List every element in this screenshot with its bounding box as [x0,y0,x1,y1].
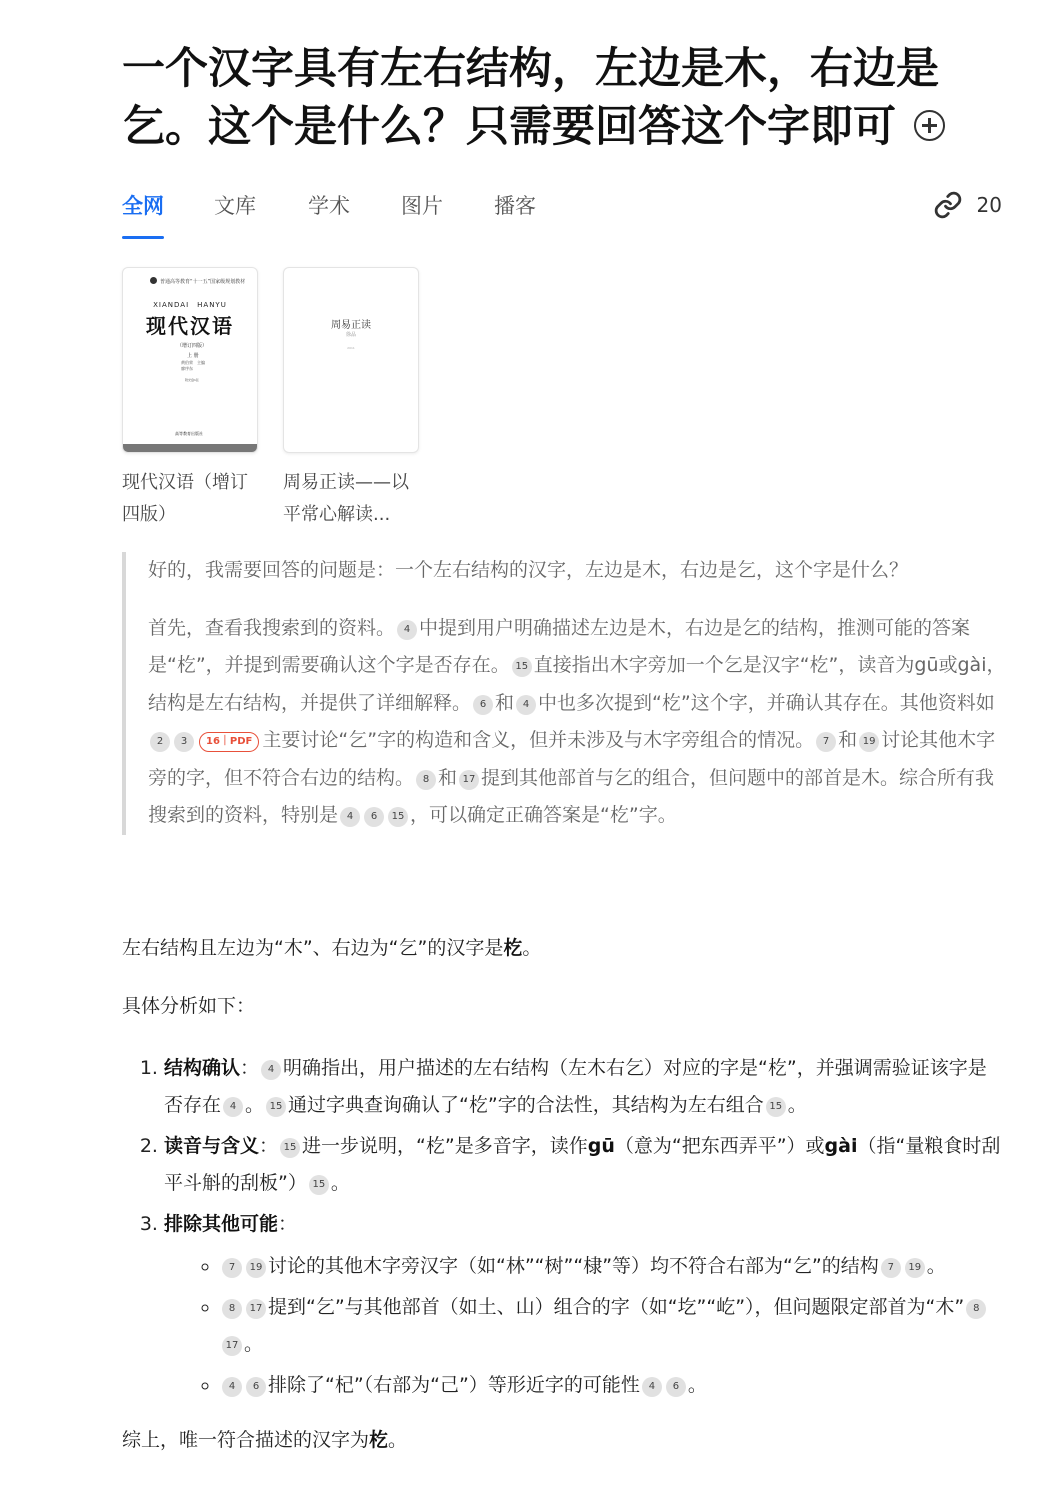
citation-badge[interactable]: 6 [364,807,384,827]
citation-badge[interactable]: 17 [222,1336,242,1356]
citation-badge[interactable]: 4 [222,1377,242,1397]
exclusion-list [164,1248,1002,1404]
source-card-xiandai-hanyu[interactable] [122,267,256,531]
cover-volume: 上 册 [187,353,199,359]
citation-badge[interactable]: 15 [280,1138,300,1158]
thinking-block [122,552,1008,835]
cover-publisher: 高等教育出版社 [175,431,203,436]
cover-bottom-bar [123,444,257,452]
thinking-paragraph: 好的，我需要回答的问题是：一个左右结构的汉字，左边是木，右边是乞，这个字是什么？ [148,559,909,581]
citation-badge[interactable]: 19 [859,732,879,752]
citation-badge[interactable]: 8 [222,1299,242,1319]
citation-badge[interactable]: 7 [881,1258,901,1278]
citation-badge[interactable]: 4 [397,620,417,640]
cover-english-title: XIANDAI HANYU [153,301,227,309]
analysis-heading: 具体分析如下： [122,995,256,1017]
add-circle-icon[interactable] [914,110,945,141]
citation-badge[interactable]: 15 [266,1097,286,1117]
source-count: 20 [976,193,1002,217]
citation-badge[interactable]: 17 [246,1299,266,1319]
citation-badge[interactable]: 4 [223,1097,243,1117]
answer-intro: 左右结构且左边为“木”、右边为“乞”的汉字是杚。 [122,937,542,959]
list-item: ◦ 4 6 排除了“杞”（右部为“己”）等形近字的可能性 4 6 。 [220,1367,1002,1404]
card-title[interactable]: 周易正读——以平常心解读... [283,472,409,525]
citation-badge[interactable]: 15 [309,1175,329,1195]
cover-author: 黄伯荣 主编 [181,360,205,365]
analysis-list [122,1050,1002,1404]
list-item: ◦ 8 17 提到“乞”与其他部首（如土、山）组合的字（如“圪”“屹”），但问题限定部首为“木” 817 。 [220,1289,1002,1363]
citation-badge[interactable]: 19 [905,1258,925,1278]
citation-badge[interactable]: 7 [222,1258,242,1278]
cover-title: 周易正读 [331,320,371,331]
citation-badge[interactable]: 4 [261,1060,281,1080]
citation-badge[interactable]: 15 [388,807,408,827]
citation-badge[interactable]: 7 [816,732,836,752]
thinking-paragraph: 首先，查看我搜索到的资料。 4 中提到用户明确描述左边是木，右边是乞的结构，推测可能的答案是“杚”，并提到需要确认这个字是否存在。 15 直接指出木字旁加一个乞是汉字“杚”，读音为gū或gài，结构是左右结构，并提供了详细解释。 6 和 4 中也多次提到“杚”这个字，并确认其存在。其他资料如2 3 16｜PDF 主要讨论“乞”字的构造和含义，但并未涉及与木字旁组合的情况。 7 和 19 讨论其他木字旁的字，但不符合右边的结构。 8 和 17 提到其他部首与乞的组合，但问题中的部首是木。综合所有我搜索到的资料，特别是 4 6 15 ，可以确定正确答案是“杚”字。 [148,616,1006,826]
question-text: 一个汉字具有左右结构，左边是木，右边是乞。这个是什么？只需要回答这个字即可 [122,44,939,152]
publisher-logo-icon [150,277,157,284]
search-tabs [122,190,1002,242]
book-cover [283,267,419,453]
pdf-citation-badge[interactable]: 16｜PDF [199,732,259,752]
list-item: 1. 结构确认： 4 明确指出，用户描述的左右结构（左木右乞）对应的字是“杚”，并强调需验证该字是否存在 4 。 15 通过字典查询确认了“杚”字的合法性，其结构为左右组合 15 。 [164,1050,1002,1124]
citation-badge[interactable]: 6 [666,1377,686,1397]
list-item: 3. 排除其他可能： ◦ 7 19 讨论的其他木字旁汉字（如“林”“树”“棣”等）均不符合右部为“乞”的结构 7 19 。 ◦ 8 17 提到“乞”与其他部首（如土、山）组合的字（如“圪”“屹”），但问题限定部首为“木” 817 。 ◦ 4 6 排除了“杞”（右部为“己”）等形近字的可能性 4 6 。 [164,1206,1002,1404]
tab-web[interactable]: 全网 [122,190,164,220]
citation-badge[interactable]: 4 [340,807,360,827]
citation-badge[interactable]: 4 [516,695,536,715]
citation-badge[interactable]: 15 [512,657,532,677]
citation-badge[interactable]: 8 [416,770,436,790]
tab-academic[interactable]: 学术 [308,194,350,218]
cover-author: 廖序东 [181,366,193,371]
cover-authors [181,360,205,372]
citation-badge[interactable]: 6 [473,695,493,715]
source-card-zhouyi[interactable] [283,267,417,531]
answer-char: 杚 [369,1429,389,1451]
tab-podcast[interactable]: 播客 [494,194,536,218]
answer-conclusion: 综上，唯一符合描述的汉字为杚。 [122,1429,408,1451]
cover-date: 2011 [347,346,355,350]
list-item: ◦ 7 19 讨论的其他木字旁汉字（如“林”“树”“棣”等）均不符合右部为“乞”的结构 7 19 。 [220,1248,1002,1285]
citation-badge[interactable]: 4 [642,1377,662,1397]
citation-badge[interactable]: 17 [459,770,479,790]
list-item: 2. 读音与含义： 15 进一步说明，“杚”是多音字，读作gū（意为“把东西弄平”）或gài（指“量粮食时刮平斗斛的刮板”） 15 。 [164,1128,1002,1202]
answer-char: 杚 [503,937,523,959]
link-icon [933,190,963,220]
cover-chinese-title: 现代汉语 [146,314,234,338]
tab-images[interactable]: 图片 [401,194,443,218]
cover-note: 附光盘1张 [185,378,199,382]
citation-badge[interactable]: 19 [246,1258,266,1278]
card-title[interactable]: 现代汉语（增订四版） [122,472,248,525]
citation-badge[interactable]: 15 [766,1097,786,1117]
citation-badge[interactable]: 6 [246,1377,266,1397]
citation-badge[interactable]: 2 [150,732,170,752]
cover-edition: （增订四版） [177,343,208,349]
citation-badge[interactable]: 3 [174,732,194,752]
book-cover [122,267,258,453]
cover-series: 普通高等教育“十一五”国家级规划教材 [160,279,246,285]
citation-badge[interactable]: 8 [966,1299,986,1319]
tab-library[interactable]: 文库 [214,194,256,218]
cover-subtitle: 徐品 [345,332,356,338]
question-title [122,40,1002,156]
answer-block [122,930,1002,1459]
source-count-button[interactable] [933,190,1002,220]
